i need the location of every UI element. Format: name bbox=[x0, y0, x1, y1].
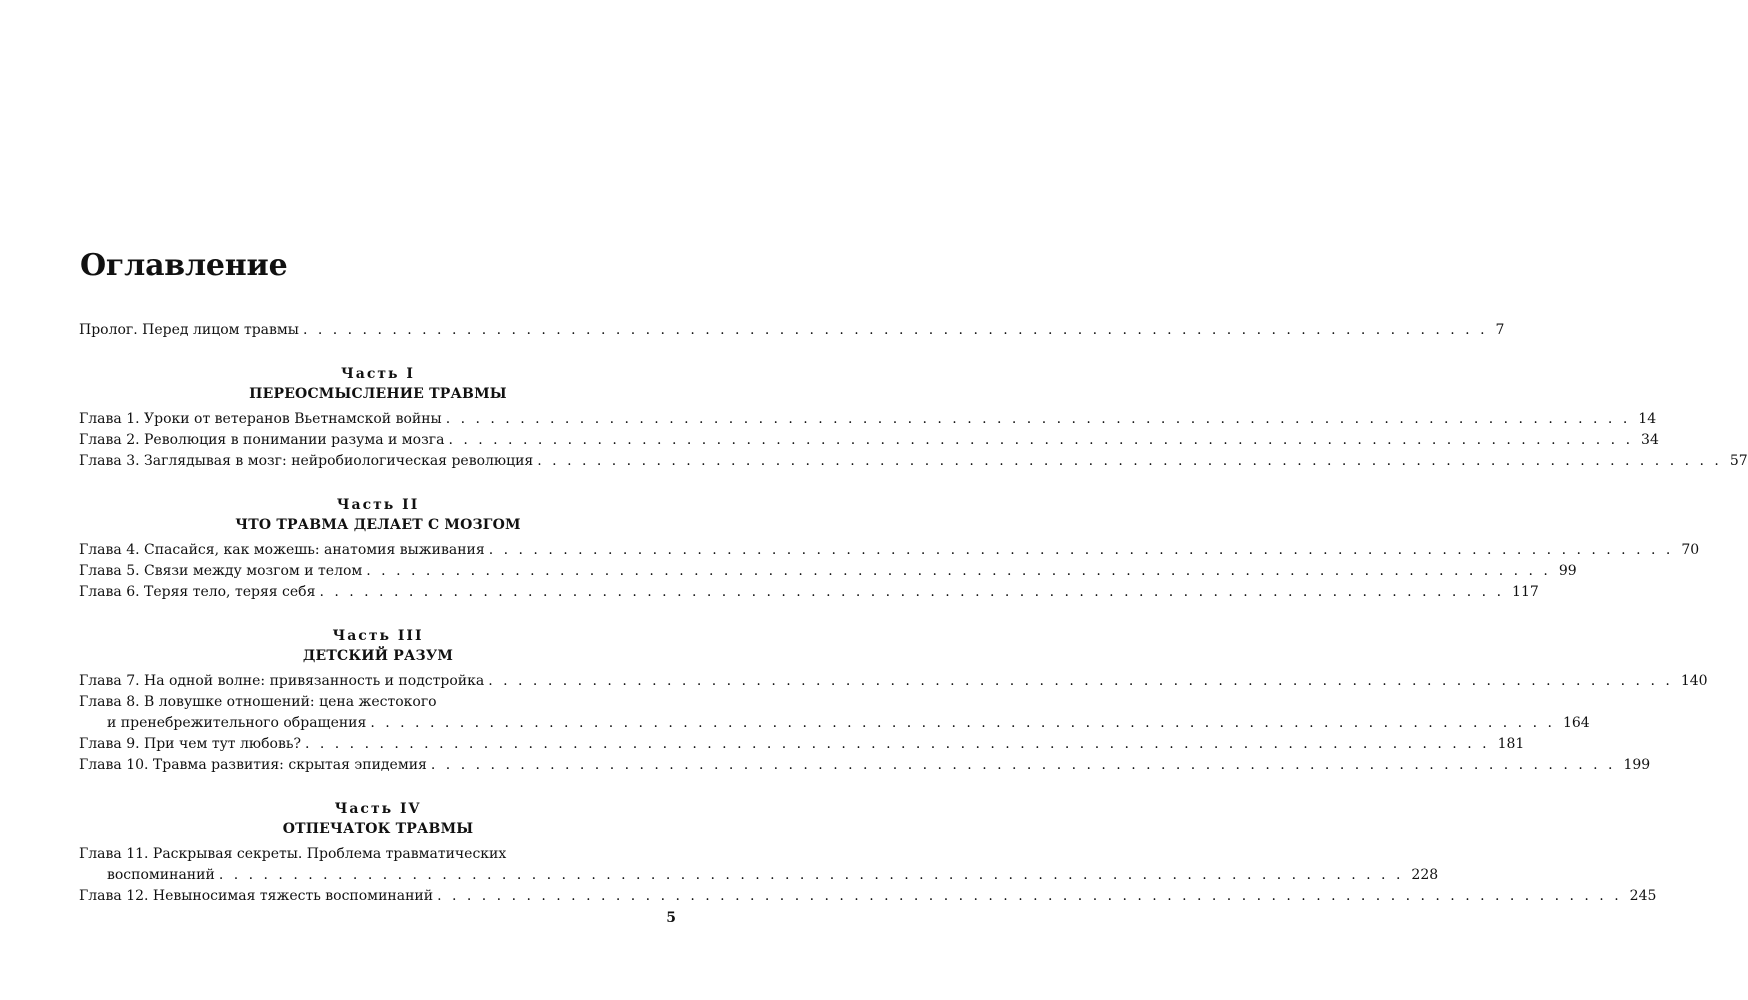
toc-entry-chapter-3[interactable] bbox=[79, 451, 1748, 472]
dot-leader: . . . . . . . . . . . . . . . . . . . . . . . . . . . . . . . . . . . . . . . . . . . . . . . . . . . . . . . . . . . . . . . . . . . . . . . . . . . . . . . . bbox=[488, 542, 1674, 558]
entry-label: Глава 7. На одной волне: привязанность и подстройка bbox=[79, 673, 485, 689]
entry-label: Глава 11. Раскрывая секреты. Проблема травматических bbox=[79, 846, 507, 862]
entry-label: Глава 4. Спасайся, как можешь: анатомия выживания bbox=[79, 542, 485, 558]
entry-page-number: 7 bbox=[1495, 322, 1505, 338]
entry-page-number: 99 bbox=[1558, 563, 1577, 579]
toc-entry-chapter-12[interactable] bbox=[79, 886, 1657, 907]
page-number-footer: 5 bbox=[666, 910, 676, 926]
toc-entry-chapter-9[interactable] bbox=[79, 734, 1525, 755]
toc-entry-prologue[interactable] bbox=[79, 320, 1505, 341]
entry-page-number: 245 bbox=[1629, 888, 1657, 904]
dot-leader: . . . . . . . . . . . . . . . . . . . . . . . . . . . . . . . . . . . . . . . . . . . . . . . . . . . . . . . . . . . . . . . . . . . . . . . . . . . . . . . . bbox=[488, 673, 1673, 689]
toc-entry-chapter-6[interactable] bbox=[79, 582, 1539, 603]
entry-page-number: 140 bbox=[1680, 673, 1708, 689]
entry-page-number: 34 bbox=[1641, 432, 1659, 448]
toc-entry-chapter-1[interactable] bbox=[79, 409, 1657, 430]
entry-label: Глава 2. Революция в понимании разума и мозга bbox=[79, 432, 445, 448]
entry-page-number: 70 bbox=[1681, 542, 1700, 558]
entry-page-number: 14 bbox=[1638, 411, 1657, 427]
dot-leader: . . . . . . . . . . . . . . . . . . . . . . . . . . . . . . . . . . . . . . . . . . . . . . . . . . . . . . . . . . . . . . . . . . . . . . . . . . . . . . . . bbox=[319, 584, 1505, 600]
toc-entry-chapter-7[interactable] bbox=[79, 671, 1708, 692]
entry-label: Глава 10. Травма развития: скрытая эпидемия bbox=[79, 757, 427, 773]
entry-label-continued: воспоминаний bbox=[107, 867, 215, 883]
part-heading bbox=[79, 495, 677, 535]
part-number: Часть III bbox=[332, 628, 424, 644]
entry-label: Глава 5. Связи между мозгом и телом bbox=[79, 563, 363, 579]
part-title: ДЕТСКИЙ РАЗУМ bbox=[302, 648, 454, 664]
dot-leader: . . . . . . . . . . . . . . . . . . . . . . . . . . . . . . . . . . . . . . . . . . . . . . . . . . . . . . . . . . . . . . . . . . . . . . . . . . . . . . . . bbox=[370, 715, 1555, 731]
entry-label: Глава 6. Теряя тело, теряя себя bbox=[79, 584, 316, 600]
entry-label-continued: и пренебрежительного обращения bbox=[107, 715, 367, 731]
dot-leader: . . . . . . . . . . . . . . . . . . . . . . . . . . . . . . . . . . . . . . . . . . . . . . . . . . . . . . . . . . . . . . . . . . . . . . . . . . . . . . . . bbox=[218, 867, 1404, 883]
entry-label: Глава 1. Уроки от ветеранов Вьетнамской войны bbox=[79, 411, 442, 427]
dot-leader: . . . . . . . . . . . . . . . . . . . . . . . . . . . . . . . . . . . . . . . . . . . . . . . . . . . . . . . . . . . . . . . . . . . . . . . . . . . . . . . . bbox=[437, 888, 1622, 904]
toc-entry-chapter-11-cont[interactable] bbox=[79, 865, 1439, 886]
page-title: Оглавление bbox=[80, 248, 288, 283]
toc-entry-chapter-10[interactable] bbox=[79, 755, 1651, 776]
dot-leader: . . . . . . . . . . . . . . . . . . . . . . . . . . . . . . . . . . . . . . . . . . . . . . . . . . . . . . . . . . . . . . . . . . . . . . . . . . . . . . . . bbox=[448, 432, 1634, 448]
entry-page-number: 57 bbox=[1729, 453, 1748, 469]
dot-leader: . . . . . . . . . . . . . . . . . . . . . . . . . . . . . . . . . . . . . . . . . . . . . . . . . . . . . . . . . . . . . . . . . . . . . . . . . . . . . . . . bbox=[537, 453, 1722, 469]
toc-entry-chapter-2[interactable] bbox=[79, 430, 1659, 451]
part-title: ПЕРЕОСМЫСЛЕНИЕ ТРАВМЫ bbox=[249, 386, 507, 402]
part-heading bbox=[79, 799, 677, 839]
entry-page-number: 117 bbox=[1512, 584, 1539, 600]
part-title: ОТПЕЧАТОК ТРАВМЫ bbox=[282, 821, 474, 837]
toc-entry-chapter-8-cont[interactable] bbox=[79, 713, 1590, 734]
entry-label: Глава 3. Заглядывая в мозг: нейробиологическая революция bbox=[79, 453, 534, 469]
dot-leader: . . . . . . . . . . . . . . . . . . . . . . . . . . . . . . . . . . . . . . . . . . . . . . . . . . . . . . . . . . . . . . . . . . . . . . . . . . . . . . . . bbox=[445, 411, 1631, 427]
part-number: Часть II bbox=[336, 497, 420, 513]
entry-page-number: 199 bbox=[1623, 757, 1651, 773]
entry-page-number: 228 bbox=[1411, 867, 1439, 883]
part-title: ЧТО ТРАВМА ДЕЛАЕТ С МОЗГОМ bbox=[235, 517, 521, 533]
entry-page-number: 164 bbox=[1562, 715, 1590, 731]
entry-page-number: 181 bbox=[1497, 736, 1525, 752]
toc-entry-chapter-8[interactable] bbox=[79, 692, 677, 713]
table-of-contents bbox=[79, 320, 1748, 907]
dot-leader: . . . . . . . . . . . . . . . . . . . . . . . . . . . . . . . . . . . . . . . . . . . . . . . . . . . . . . . . . . . . . . . . . . . . . . . . . . . . . . . . bbox=[366, 563, 1551, 579]
toc-entry-chapter-11[interactable] bbox=[79, 844, 677, 865]
dot-leader: . . . . . . . . . . . . . . . . . . . . . . . . . . . . . . . . . . . . . . . . . . . . . . . . . . . . . . . . . . . . . . . . . . . . . . . . . . . . . . . . bbox=[430, 757, 1616, 773]
toc-entry-chapter-5[interactable] bbox=[79, 561, 1577, 582]
entry-label: Глава 8. В ловушке отношений: цена жестокого bbox=[79, 694, 437, 710]
part-number: Часть I bbox=[341, 366, 415, 382]
entry-label: Пролог. Перед лицом травмы bbox=[79, 322, 299, 338]
dot-leader: . . . . . . . . . . . . . . . . . . . . . . . . . . . . . . . . . . . . . . . . . . . . . . . . . . . . . . . . . . . . . . . . . . . . . . . . . . . . . . . . bbox=[304, 736, 1490, 752]
part-heading bbox=[79, 364, 677, 404]
part-heading bbox=[79, 626, 677, 666]
entry-label: Глава 12. Невыносимая тяжесть воспоминаний bbox=[79, 888, 434, 904]
entry-label: Глава 9. При чем тут любовь? bbox=[79, 736, 301, 752]
toc-entry-chapter-4[interactable] bbox=[79, 540, 1700, 561]
part-number: Часть IV bbox=[334, 801, 422, 817]
dot-leader: . . . . . . . . . . . . . . . . . . . . . . . . . . . . . . . . . . . . . . . . . . . . . . . . . . . . . . . . . . . . . . . . . . . . . . . . . . . . . . . . bbox=[302, 322, 1488, 338]
